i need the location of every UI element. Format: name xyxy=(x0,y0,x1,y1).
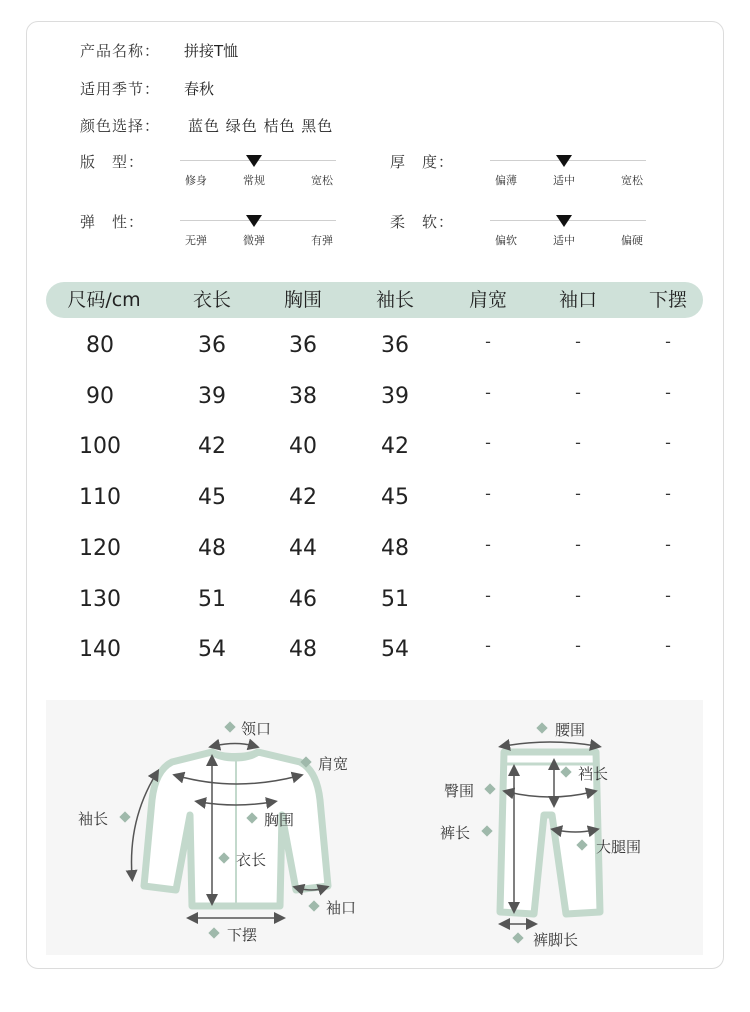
table-cell: 38 xyxy=(289,383,317,409)
scale-tick-label: 偏软 xyxy=(495,234,517,247)
scale-tick-label: 偏薄 xyxy=(495,174,517,187)
table-cell: - xyxy=(665,433,671,453)
table-cell: - xyxy=(665,382,671,402)
table-header-cell: 袖口 xyxy=(558,289,597,311)
collar-label: 领口 xyxy=(241,720,272,738)
scale-tick-label: 修身 xyxy=(185,174,207,187)
scale-tick-label: 无弹 xyxy=(185,234,207,247)
table-cell: - xyxy=(485,585,491,605)
color-label: 颜色选择： xyxy=(80,117,161,135)
table-cell: - xyxy=(575,382,581,402)
waist-label: 腰围 xyxy=(555,721,586,739)
scale-tick-label: 适中 xyxy=(553,234,575,247)
rise-label: 裆长 xyxy=(578,765,609,783)
table-header-cell: 袖长 xyxy=(375,289,414,311)
pants-length-label: 裤长 xyxy=(440,824,471,842)
table-cell: 48 xyxy=(198,535,226,561)
table-cell: - xyxy=(665,636,671,656)
thigh-label: 大腿围 xyxy=(596,838,642,856)
table-cell: - xyxy=(485,332,491,351)
scale-tick-label: 常规 xyxy=(243,174,265,187)
scale-tick-label: 有弹 xyxy=(311,234,333,247)
scale-tick-label: 适中 xyxy=(553,174,575,187)
scale-tick-label: 偏硬 xyxy=(621,234,643,247)
scale-label: 厚 度： xyxy=(390,153,455,171)
table-cell: 100 xyxy=(79,434,121,460)
color-value: 蓝色 绿色 桔色 黑色 xyxy=(188,117,334,135)
table-cell: 39 xyxy=(381,383,409,409)
table-cell: 80 xyxy=(86,333,114,358)
table-cell: - xyxy=(575,636,581,656)
chest-label: 胸围 xyxy=(264,811,295,829)
season-value: 春秋 xyxy=(184,80,215,98)
hip-label: 臀围 xyxy=(444,782,475,800)
scale-label: 弹 性： xyxy=(80,213,145,231)
table-cell: 42 xyxy=(289,485,317,511)
table-header-cell: 肩宽 xyxy=(468,289,507,311)
table-cell: 90 xyxy=(86,383,114,409)
scale-tick-label: 宽松 xyxy=(621,174,643,187)
table-cell: 48 xyxy=(289,637,317,663)
table-cell: 39 xyxy=(198,383,226,409)
table-cell: - xyxy=(575,534,581,554)
table-cell: - xyxy=(485,382,491,402)
table-cell: 46 xyxy=(289,586,317,612)
table-cell: 54 xyxy=(198,637,226,663)
table-cell: 40 xyxy=(289,434,317,460)
table-cell: - xyxy=(485,636,491,656)
table-header-cell: 下摆 xyxy=(648,289,687,311)
table-cell: 48 xyxy=(381,535,409,561)
table-cell: 36 xyxy=(289,333,317,358)
shoulder-label: 肩宽 xyxy=(318,755,349,773)
table-cell: 130 xyxy=(79,586,121,612)
table-cell: 42 xyxy=(381,434,409,460)
product-name-value: 拼接T恤 xyxy=(184,42,239,60)
scale-label: 版 型： xyxy=(80,153,145,171)
table-cell: 36 xyxy=(198,333,226,358)
product-name-label: 产品名称： xyxy=(80,42,161,60)
season-label: 适用季节： xyxy=(80,80,161,98)
table-header-cell: 尺码/cm xyxy=(67,289,141,311)
table-cell: 42 xyxy=(198,434,226,460)
table-cell: 51 xyxy=(198,586,226,612)
table-cell: 120 xyxy=(79,535,121,561)
table-cell: 45 xyxy=(198,485,226,511)
table-header-cell: 衣长 xyxy=(192,289,231,311)
table-cell: - xyxy=(485,534,491,554)
table-cell: 36 xyxy=(381,333,409,358)
table-cell: - xyxy=(485,433,491,453)
table-cell: - xyxy=(665,332,671,351)
table-cell: 45 xyxy=(381,485,409,511)
leg-opening-label: 裤脚长 xyxy=(533,931,579,949)
cuff-label: 袖口 xyxy=(326,899,357,917)
table-header-cell: 胸围 xyxy=(283,289,322,311)
scale-label: 柔 软： xyxy=(390,213,455,231)
table-cell: 110 xyxy=(79,485,121,511)
hem-label: 下摆 xyxy=(227,926,258,944)
table-cell: - xyxy=(665,534,671,554)
scale-tick-label: 宽松 xyxy=(311,174,333,187)
table-cell: 140 xyxy=(79,637,121,663)
table-cell: 54 xyxy=(381,637,409,663)
shirt-outline xyxy=(144,752,328,906)
scale-tick-label: 微弹 xyxy=(243,234,265,247)
table-cell: - xyxy=(665,585,671,605)
sleeve-label: 袖长 xyxy=(78,810,109,828)
length-label: 衣长 xyxy=(236,851,267,869)
table-cell: 51 xyxy=(381,586,409,612)
table-cell: - xyxy=(575,484,581,504)
table-cell: - xyxy=(485,484,491,504)
table-cell: - xyxy=(665,484,671,504)
table-cell: - xyxy=(575,585,581,605)
table-cell: - xyxy=(575,332,581,351)
table-cell: 44 xyxy=(289,535,317,561)
table-cell: - xyxy=(575,433,581,453)
